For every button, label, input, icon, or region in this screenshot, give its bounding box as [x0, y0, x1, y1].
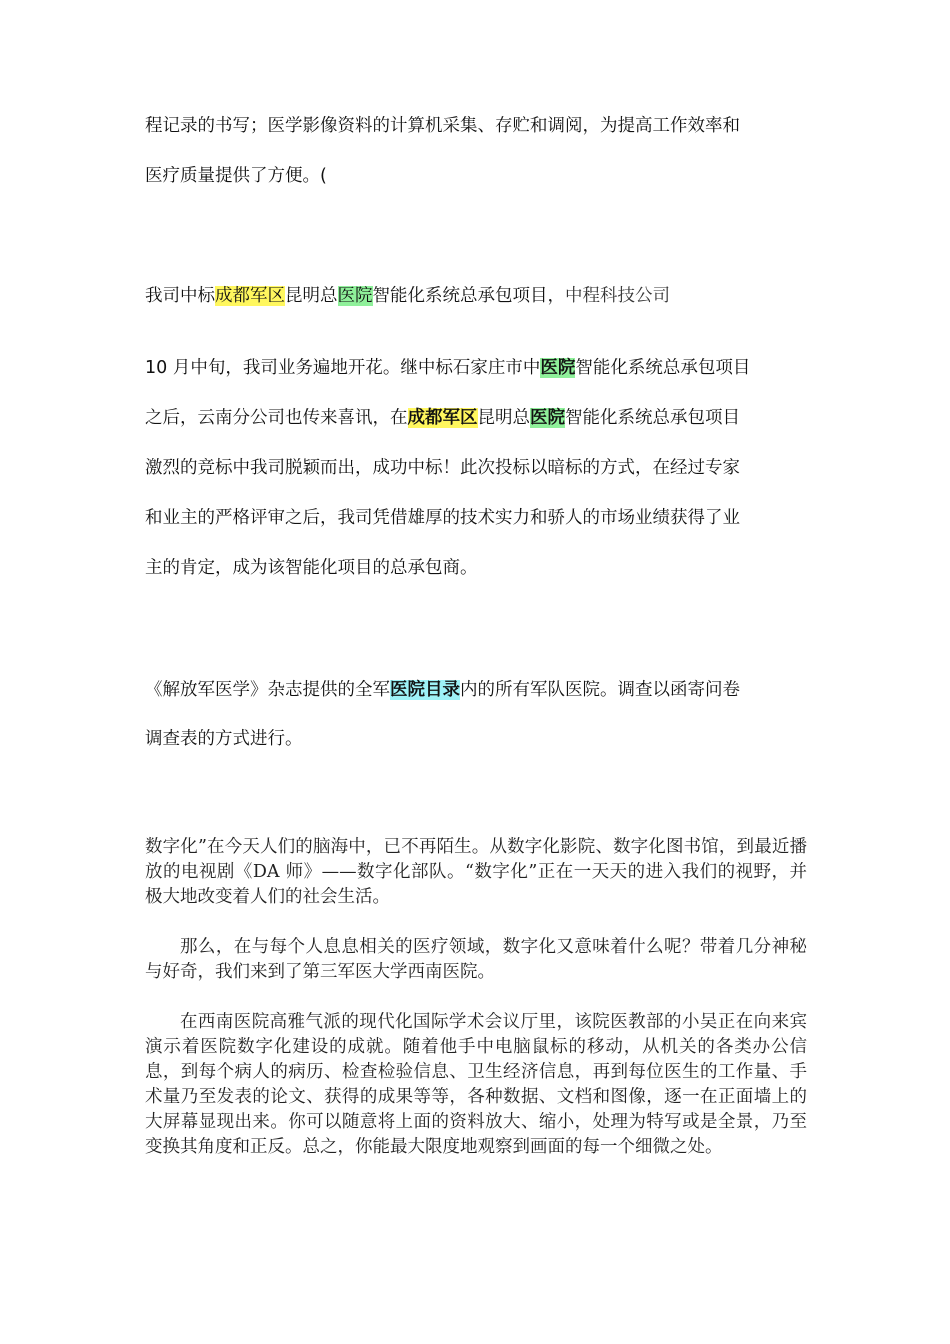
- news-line-2-suffix: 智能化系统总承包项目: [565, 408, 740, 428]
- survey-line-1-prefix: 《解放军医学》杂志提供的全军: [145, 680, 390, 700]
- news-line-2: [145, 406, 740, 430]
- highlight-hospital: 医院: [540, 358, 576, 378]
- highlight-hospital-directory: 医院目录: [390, 680, 460, 700]
- news-line-1: [145, 356, 750, 380]
- section1-line-1: 程记录的书写；医学影像资料的计算机采集、存贮和调阅，为提高工作效率和: [145, 116, 740, 136]
- news-line-2-mid: 昆明总: [477, 408, 530, 428]
- news-line-1-prefix: 10 月中旬，我司业务遍地开花。继中标石家庄市中: [145, 358, 541, 378]
- headline-suffix: 智能化系统总承包项目，: [372, 286, 565, 306]
- survey-line-1: [145, 678, 740, 702]
- article-paragraph-1: 数字化”在今天人们的脑海中，已不再陌生。从数字化影院、数字化图书馆，到最近播放的电视剧《DA 师》——数字化部队。“数字化”正在一天天的进入我们的视野，并极大地改变着人们的社会生活。: [145, 837, 807, 907]
- article-paragraph-2: 那么，在与每个人息息相关的医疗领域，数字化又意味着什么呢？带着几分神秘与好奇，我们来到了第三军医大学西南医院。: [145, 937, 807, 982]
- headline-mid: 昆明总: [285, 286, 338, 306]
- article-paragraph-3: 在西南医院高雅气派的现代化国际学术会议厅里，该院医教部的小吴正在向来宾演示着医院数字化建设的成就。随着他手中电脑鼠标的移动，从机关的各类办公信息，到每个病人的病历、检查检验信息、卫生经济信息，再到每位医生的工作量、手术量乃至发表的论文、获得的成果等等，各种数据、文档和图像，逐一在正面墙上的大屏幕显现出来。你可以随意将上面的资料放大、缩小，处理为特写或是全景，乃至变换其角度和正反。总之，你能最大限度地观察到画面的每一个细微之处。: [145, 1012, 807, 1157]
- news-line-3: 激烈的竞标中我司脱颖而出，成功中标！此次投标以暗标的方式，在经过专家: [145, 458, 740, 478]
- section1-line-2: 医疗质量提供了方便。(: [145, 166, 327, 186]
- news-headline: [145, 284, 670, 308]
- news-line-5: 主的肯定，成为该智能化项目的总承包商。: [145, 558, 478, 578]
- highlight-hospital: 医院: [337, 286, 373, 306]
- paragraph-spacer: [145, 910, 807, 935]
- paragraph-spacer: [145, 985, 807, 1010]
- highlight-chengdu: 成都军区: [215, 286, 285, 306]
- survey-line-2: 调查表的方式进行。: [145, 729, 303, 749]
- survey-line-1-suffix: 内的所有军队医院。调查以函寄问卷: [460, 680, 740, 700]
- headline-source: 中程科技公司: [565, 286, 670, 306]
- news-line-4: 和业主的严格评审之后，我司凭借雄厚的技术实力和骄人的市场业绩获得了业: [145, 508, 740, 528]
- highlight-chengdu: 成都军区: [407, 408, 478, 428]
- news-line-1-suffix: 智能化系统总承包项目: [575, 358, 751, 378]
- headline-prefix: 我司中标: [145, 286, 215, 306]
- article-body: [145, 835, 807, 1160]
- highlight-hospital: 医院: [530, 408, 565, 428]
- news-line-2-prefix: 之后，云南分公司也传来喜讯，在: [145, 408, 408, 428]
